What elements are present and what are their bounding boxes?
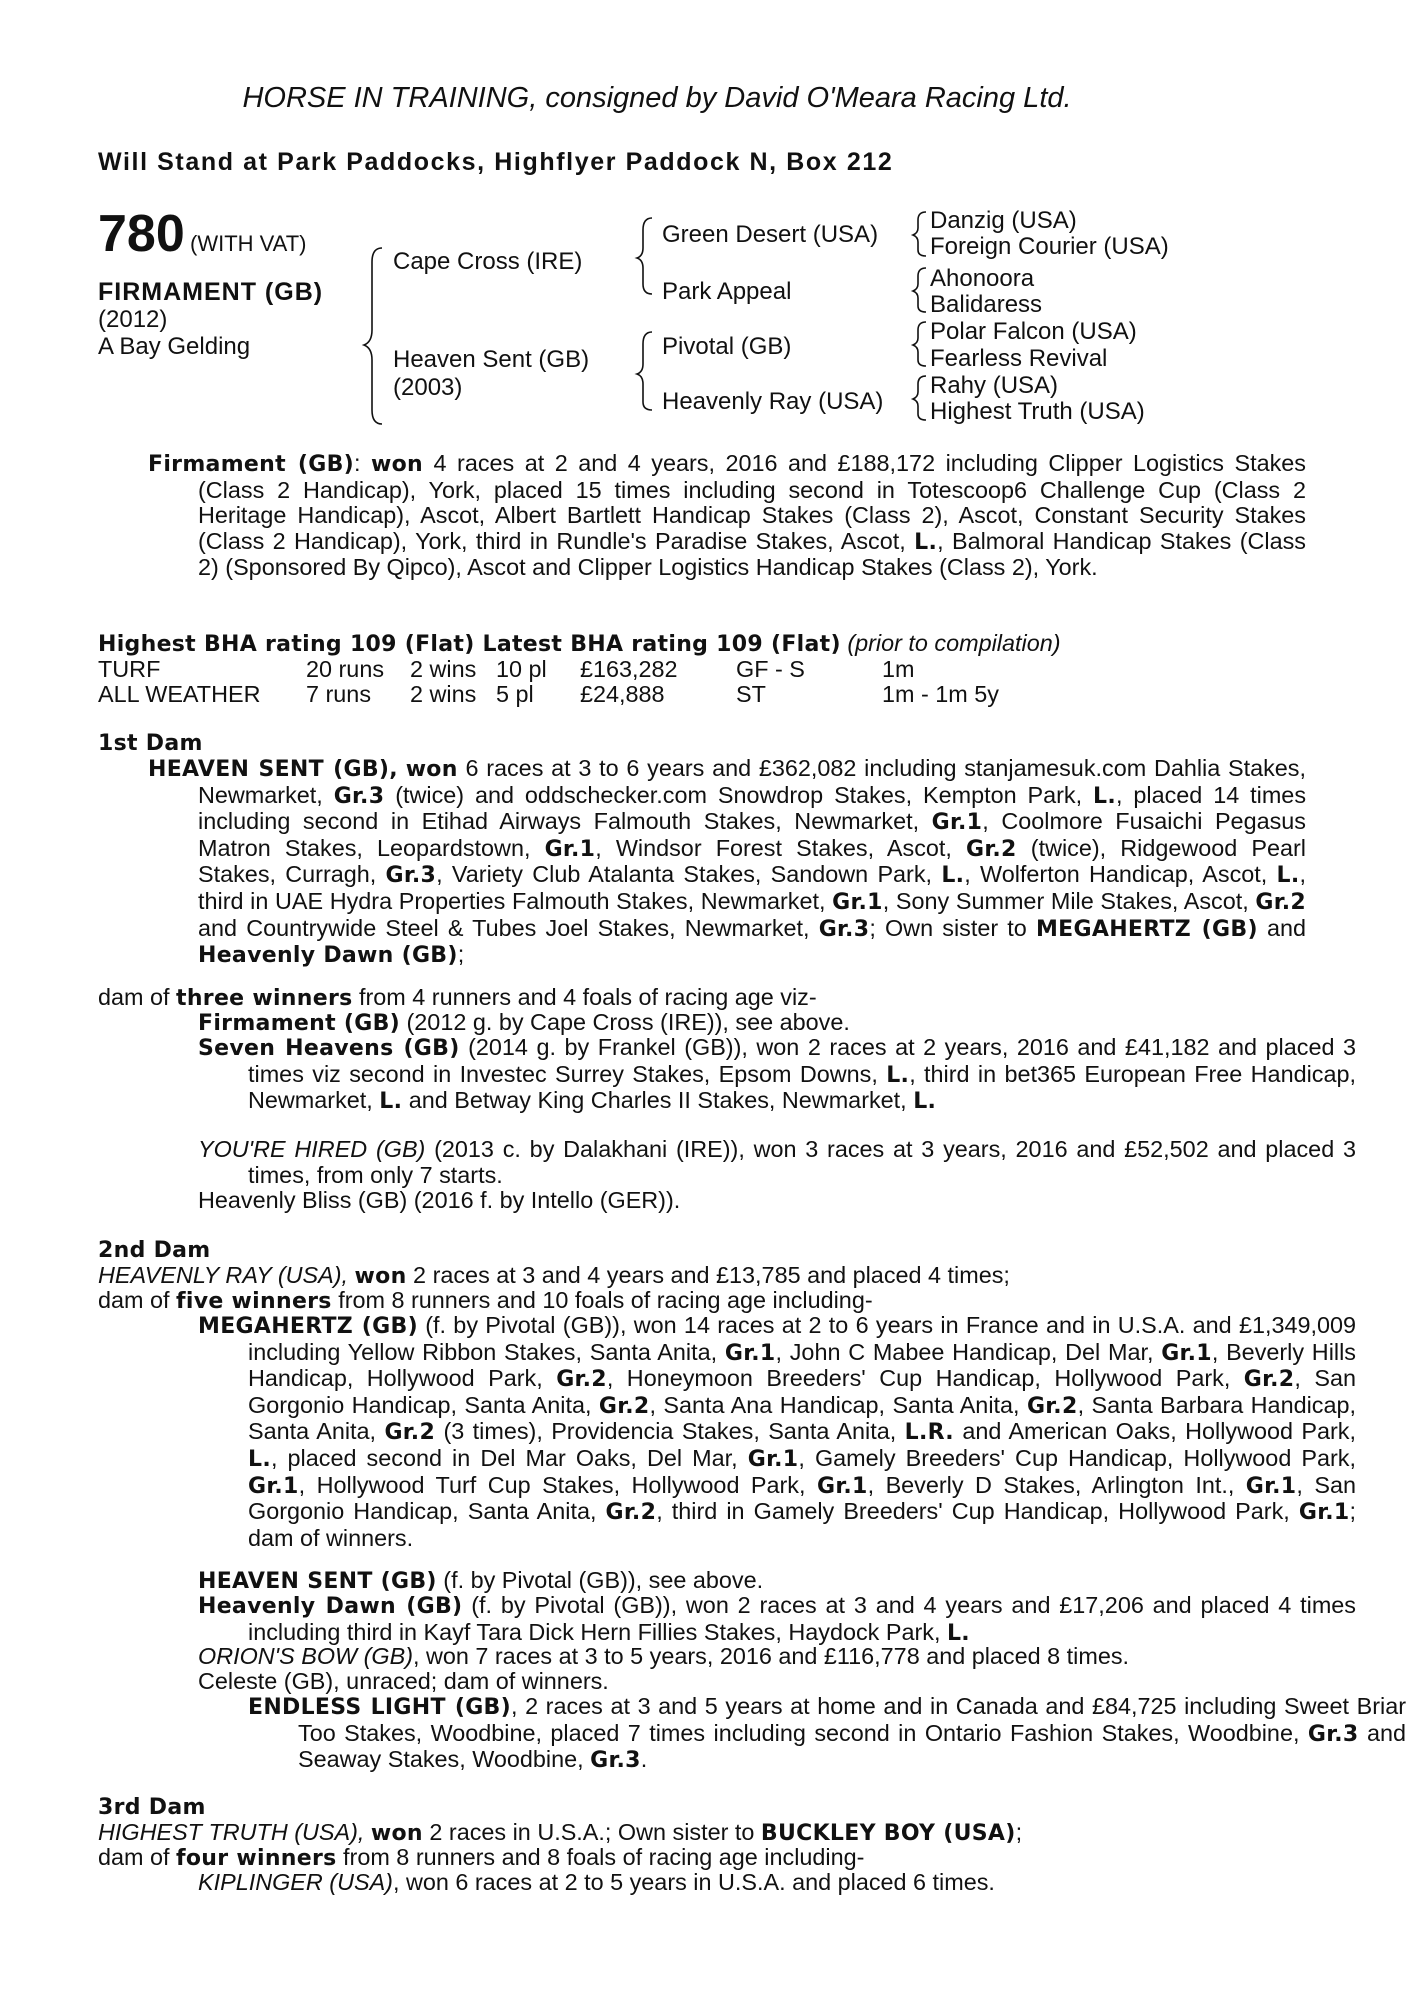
text: , Hollywood Turf Cup Stakes, Hollywood Park,: [298, 1471, 817, 1498]
text: and Betway King Charles II Stakes, Newmarket,: [402, 1087, 914, 1114]
grade-label: Gr.3: [590, 1748, 641, 1774]
horse-year: (2012): [98, 306, 168, 333]
second-dam-name: HEAVENLY RAY (USA),: [98, 1262, 349, 1288]
grade-label: Gr.1: [544, 836, 596, 862]
winners-count: three winners: [176, 986, 353, 1011]
text: dam of: [98, 984, 177, 1010]
grade-label: Gr.1: [724, 1340, 776, 1366]
text: and: [1257, 914, 1307, 941]
foal-name: Seven Heavens (GB): [198, 1036, 460, 1061]
text: , Beverly D Stakes, Arlington Int.,: [867, 1471, 1246, 1498]
first-dam-produce-summary: [98, 985, 1206, 1012]
pedigree-dam: Heaven Sent (GB): [393, 346, 590, 373]
text: , won 6 races at 2 to 5 years in U.S.A. and placed 6 times.: [392, 1869, 995, 1895]
pedigree-sire-dam: Park Appeal: [662, 278, 792, 305]
text: from 4 runners and 4 foals of racing age viz-: [352, 984, 817, 1010]
second-dam-produce-summary: [98, 1288, 1206, 1315]
winners-count: five winners: [176, 1289, 332, 1314]
grade-label: Gr.2: [966, 836, 1017, 862]
grade-label: Gr.2: [1255, 889, 1306, 915]
grade-label: Gr.2: [384, 1420, 436, 1446]
rating-text: Highest BHA rating 109 (Flat) Latest BHA rating 109 (Flat): [98, 632, 841, 657]
grade-label: Gr.1: [931, 810, 983, 836]
summary-horse-name: Firmament (GB): [148, 452, 355, 477]
foal-orions-bow: [98, 1644, 1356, 1670]
lot-number: 780: [98, 205, 185, 263]
pedigree-sd-sire: Ahonoora: [930, 265, 1035, 292]
winners-count: four winners: [176, 1846, 337, 1871]
summary-text-1: 4 races at 2 and 4 years, 2016 and £188,172 including Clipper Logistics Stakes (Class 2 Handicap), York, placed 15 times including second in Totescoop6 Challenge Cup (Class 2 Heritage Handicap), Ascot, Albert Bartlett Handicap Stakes (Class 2), Ascot, Constant Security Stakes (Class 2 Handicap), York, third in Rundle's Paradise Stakes, Ascot,: [198, 450, 1307, 554]
catalogue-header: HORSE IN TRAINING, consigned by David O'Meara Racing Ltd.: [242, 82, 1072, 114]
foal-name: ENDLESS LIGHT (GB): [248, 1695, 511, 1720]
grade-label: L.: [1276, 863, 1300, 889]
first-dam-heading: 1st Dam: [98, 731, 203, 756]
sibling-name: BUCKLEY BOY (USA): [760, 1821, 1016, 1846]
turf-earnings: £163,282: [580, 656, 678, 682]
text: , third in UAE Hydra Properties Falmouth Stakes, Newmarket,: [198, 861, 1307, 914]
grade-label: L.: [941, 863, 965, 889]
third-dam-name: HIGHEST TRUTH (USA),: [98, 1819, 365, 1845]
text: , third in bet365 European Free Handicap, Newmarket,: [248, 1060, 1356, 1114]
summary-won: won: [371, 452, 424, 477]
text: , Honeymoon Breeders' Cup Handicap, Hollywood Park,: [606, 1365, 1244, 1392]
pedigree-dam-year: (2003): [393, 374, 463, 401]
foal-heaven-sent: [98, 1568, 1356, 1595]
text: (f. by Pivotal (GB)), see above.: [436, 1567, 764, 1593]
sibling-name: MEGAHERTZ (GB): [1035, 916, 1258, 942]
grade-label: Gr.1: [816, 1473, 868, 1499]
pedigree-sd-dam: Balidaress: [930, 291, 1043, 318]
aw-runs: 7 runs: [306, 681, 372, 707]
text: (twice), Ridgewood Pearl Stakes, Curragh,: [198, 834, 1306, 888]
first-dam-name: HEAVEN SENT (GB),: [148, 757, 398, 782]
text: from 8 runners and 8 foals of racing age including-: [336, 1844, 865, 1870]
rating-line: [98, 630, 1061, 657]
second-dam-heading: 2nd Dam: [98, 1238, 211, 1263]
grade-label: L.: [379, 1089, 403, 1115]
text: (2013 c. by Dalakhani (IRE)), won 3 races at 3 years, 2016 and £52,502 and placed 3 times, from only 7 starts.: [248, 1136, 1356, 1188]
text: , Variety Club Atalanta Stakes, Sandown Park,: [436, 861, 942, 888]
first-dam-record: [98, 756, 1306, 969]
foal-celeste: [98, 1669, 1356, 1695]
listed-label: L.: [914, 529, 938, 555]
second-dam-record: [98, 1263, 1206, 1290]
turf-going: GF - S: [736, 656, 805, 682]
text: ; dam of winners.: [248, 1498, 1356, 1551]
text: (twice) and oddschecker.com Snowdrop Stakes, Kempton Park,: [384, 781, 1093, 808]
pedigree-dd-dam: Highest Truth (USA): [930, 398, 1145, 425]
text: and Countrywide Steel & Tubes Joel Stakes, Newmarket,: [198, 914, 819, 941]
foal-name: Heavenly Dawn (GB): [198, 1594, 463, 1619]
turf-placed: 10 pl: [496, 656, 547, 682]
grade-label: Gr.2: [598, 1393, 650, 1419]
foal-youre-hired: [98, 1137, 1356, 1188]
grade-label: L.: [1093, 783, 1116, 809]
grade-label: Gr.2: [1243, 1367, 1295, 1393]
horse-description: A Bay Gelding: [98, 333, 251, 360]
text: , San Gorgonio Handicap, Santa Anita,: [248, 1471, 1356, 1525]
text: 2 races in U.S.A.; Own sister to: [422, 1819, 761, 1845]
text: ;: [1015, 1819, 1023, 1845]
text: dam of: [98, 1287, 177, 1313]
aw-label: ALL WEATHER: [98, 681, 261, 707]
text: , 2 races at 3 and 5 years at home and in Canada and £84,725 including Sweet Briar Too Stakes, Woodbine, placed 7 times including second in Ontario Fashion Stakes, Woodbine,: [298, 1693, 1406, 1746]
grade-label: L.: [886, 1062, 910, 1088]
won-label: won: [405, 757, 458, 782]
pedigree-dam-dam: Heavenly Ray (USA): [662, 388, 884, 415]
text: , Coolmore Fusaichi Pegasus Matron Stakes, Leopardstown,: [198, 808, 1306, 861]
grandfoal-endless-light: [98, 1694, 1406, 1774]
text: , Santa Barbara Handicap, Santa Anita,: [248, 1391, 1356, 1445]
grade-label: Gr.2: [605, 1500, 657, 1526]
third-dam-heading: 3rd Dam: [98, 1795, 206, 1820]
pedigree-dam-sire: Pivotal (GB): [662, 333, 792, 360]
turf-wins: 2 wins: [410, 656, 477, 682]
foal-name: MEGAHERTZ (GB): [198, 1314, 418, 1339]
text: (f. by Pivotal (GB)), won 14 races at 2 to 6 years in France and in U.S.A. and £1,349,009 including Yellow Ribbon Stakes, Santa Anita,: [248, 1312, 1357, 1365]
text: , Windsor Forest Stakes, Ascot,: [595, 834, 967, 861]
text: (2012 g. by Cape Cross (IRE)), see above.: [400, 1009, 850, 1035]
text: , placed 14 times including second in Etihad Airways Falmouth Stakes, Newmarket,: [198, 781, 1307, 835]
grade-label: Gr.1: [747, 1446, 799, 1472]
grade-label: Gr.3: [333, 783, 385, 809]
grade-label: Gr.1: [1161, 1340, 1212, 1366]
pedigree-brackets: [0, 0, 1314, 440]
text: ; Own sister to: [869, 914, 1036, 941]
grade-label: Gr.1: [1245, 1473, 1297, 1499]
text: Celeste (GB), unraced; dam of winners.: [198, 1668, 609, 1694]
foal-kiplinger: [98, 1870, 1356, 1896]
grade-label: Gr.2: [1026, 1393, 1078, 1419]
third-dam-produce-summary: [98, 1845, 1206, 1872]
aw-going: ST: [736, 681, 766, 707]
text: , Gamely Breeders' Cup Handicap, Hollywood Park,: [798, 1444, 1356, 1471]
sibling-name: Heavenly Dawn (GB): [198, 943, 458, 969]
aw-placed: 5 pl: [496, 681, 534, 707]
text: Heavenly Bliss (GB) (2016 f. by Intello (GER)).: [198, 1187, 681, 1213]
race-summary: Firmament (GB): won 4 races at 2 and 4 years, 2016 and £188,172 including Clipper Logistics Stakes (Class 2 Handicap), York, placed 15 times including second in Totescoop6 Challenge Cup (Class 2 Heritage Handicap), Ascot, Albert Bartlett Handicap Stakes (Class 2), Ascot, Constant Security Stakes (Class 2 Handicap), York, third in Rundle's Paradise Stakes, Ascot, L., Balmoral Handicap Stakes (Class 2) (Sponsored By Qipco), Ascot and Clipper Logistics Handicap Stakes (Class 2), York.: [148, 450, 1307, 581]
text: ;: [457, 941, 465, 968]
grade-label: L.R.: [904, 1420, 954, 1446]
text: , won 7 races at 3 to 5 years, 2016 and £116,778 and placed 8 times.: [412, 1643, 1130, 1669]
text: , John C Mabee Handicap, Del Mar,: [775, 1338, 1162, 1365]
text: and American Oaks, Hollywood Park,: [953, 1418, 1356, 1445]
text: , San Gorgonio Handicap, Santa Anita,: [248, 1365, 1356, 1418]
foal-seven-heavens: [98, 1035, 1356, 1115]
grade-label: L.: [946, 1620, 970, 1646]
aw-distance: 1m - 1m 5y: [882, 681, 999, 707]
grade-label: Gr.2: [556, 1367, 607, 1393]
won-label: won: [354, 1264, 407, 1289]
grade-label: Gr.3: [385, 863, 437, 889]
grade-label: Gr.1: [1298, 1500, 1350, 1526]
foal-heavenly-dawn: [98, 1593, 1356, 1646]
aw-earnings: £24,888: [580, 681, 665, 707]
foal-name: YOU'RE HIRED (GB): [198, 1136, 426, 1162]
summary-text-2: , Balmoral Handicap Stakes (Class 2) (Sponsored By Qipco), Ascot and Clipper Logistics Handicap Stakes (Class 2), York.: [198, 527, 1307, 581]
text: dam of: [98, 1844, 177, 1870]
foal-firmament: [98, 1010, 1356, 1037]
turf-label: TURF: [98, 656, 161, 682]
grade-label: L.: [248, 1446, 271, 1472]
horse-name: FIRMAMENT (GB): [98, 278, 324, 306]
text: from 8 runners and 10 foals of racing age including-: [331, 1287, 873, 1313]
pedigree-sire-sire: Green Desert (USA): [662, 221, 879, 248]
text: , placed second in Del Mar Oaks, Del Mar,: [270, 1444, 748, 1471]
pedigree-ss-dam: Foreign Courier (USA): [930, 233, 1169, 260]
foal-name: KIPLINGER (USA): [198, 1869, 393, 1895]
rating-note: (prior to compilation): [847, 630, 1061, 656]
foal-heavenly-bliss: [98, 1188, 1356, 1214]
stand-location: Will Stand at Park Paddocks, Highflyer Paddock N, Box 212: [98, 148, 894, 176]
pedigree-ss-sire: Danzig (USA): [930, 207, 1077, 234]
aw-wins: 2 wins: [410, 681, 477, 707]
text: 2 races at 3 and 4 years and £13,785 and placed 4 times;: [406, 1262, 1010, 1288]
foal-megahertz: [98, 1313, 1356, 1551]
text: (3 times), Providencia Stakes, Santa Anita,: [435, 1418, 905, 1445]
text: (f. by Pivotal (GB)), won 2 races at 3 and 4 years and £17,206 and placed 4 times including third in Kayf Tara Dick Hern Fillies Stakes, Haydock Park,: [248, 1592, 1357, 1645]
foal-name: Firmament (GB): [198, 1011, 401, 1036]
pedigree-ds-dam: Fearless Revival: [930, 345, 1108, 372]
text: 6 races at 3 to 6 years and £362,082 including stanjamesuk.com Dahlia Stakes, Newmarket,: [198, 755, 1307, 808]
pedigree-sire: Cape Cross (IRE): [393, 248, 583, 275]
grade-label: Gr.1: [832, 889, 883, 915]
foal-name: ORION'S BOW (GB): [198, 1643, 413, 1669]
text: , Sony Summer Mile Stakes, Ascot,: [882, 887, 1256, 914]
pedigree-dd-sire: Rahy (USA): [930, 372, 1059, 399]
third-dam-record: [98, 1820, 1206, 1847]
text: and Seaway Stakes, Woodbine,: [298, 1719, 1406, 1773]
text: (2014 g. by Frankel (GB)), won 2 races at 2 years, 2016 and £41,182 and placed 3 times viz second in Investec Surrey Stakes, Epsom Downs,: [248, 1034, 1357, 1087]
text: , Wolferton Handicap, Ascot,: [964, 861, 1277, 888]
grade-label: Gr.3: [1307, 1721, 1359, 1747]
grade-label: Gr.3: [818, 916, 870, 942]
grade-label: L.: [913, 1089, 937, 1115]
text: , Beverly Hills Handicap, Hollywood Park,: [248, 1338, 1356, 1392]
pedigree-ds-sire: Polar Falcon (USA): [930, 318, 1137, 345]
turf-runs: 20 runs: [306, 656, 385, 682]
text: , third in Gamely Breeders' Cup Handicap, Hollywood Park,: [656, 1498, 1299, 1525]
won-label: won: [370, 1821, 423, 1846]
grade-label: Gr.1: [248, 1473, 299, 1499]
turf-distance: 1m: [882, 656, 915, 682]
foal-name: HEAVEN SENT (GB): [198, 1569, 437, 1594]
text: , Santa Ana Handicap, Santa Anita,: [649, 1391, 1027, 1418]
text: .: [640, 1746, 648, 1773]
vat-note: (WITH VAT): [190, 231, 307, 256]
